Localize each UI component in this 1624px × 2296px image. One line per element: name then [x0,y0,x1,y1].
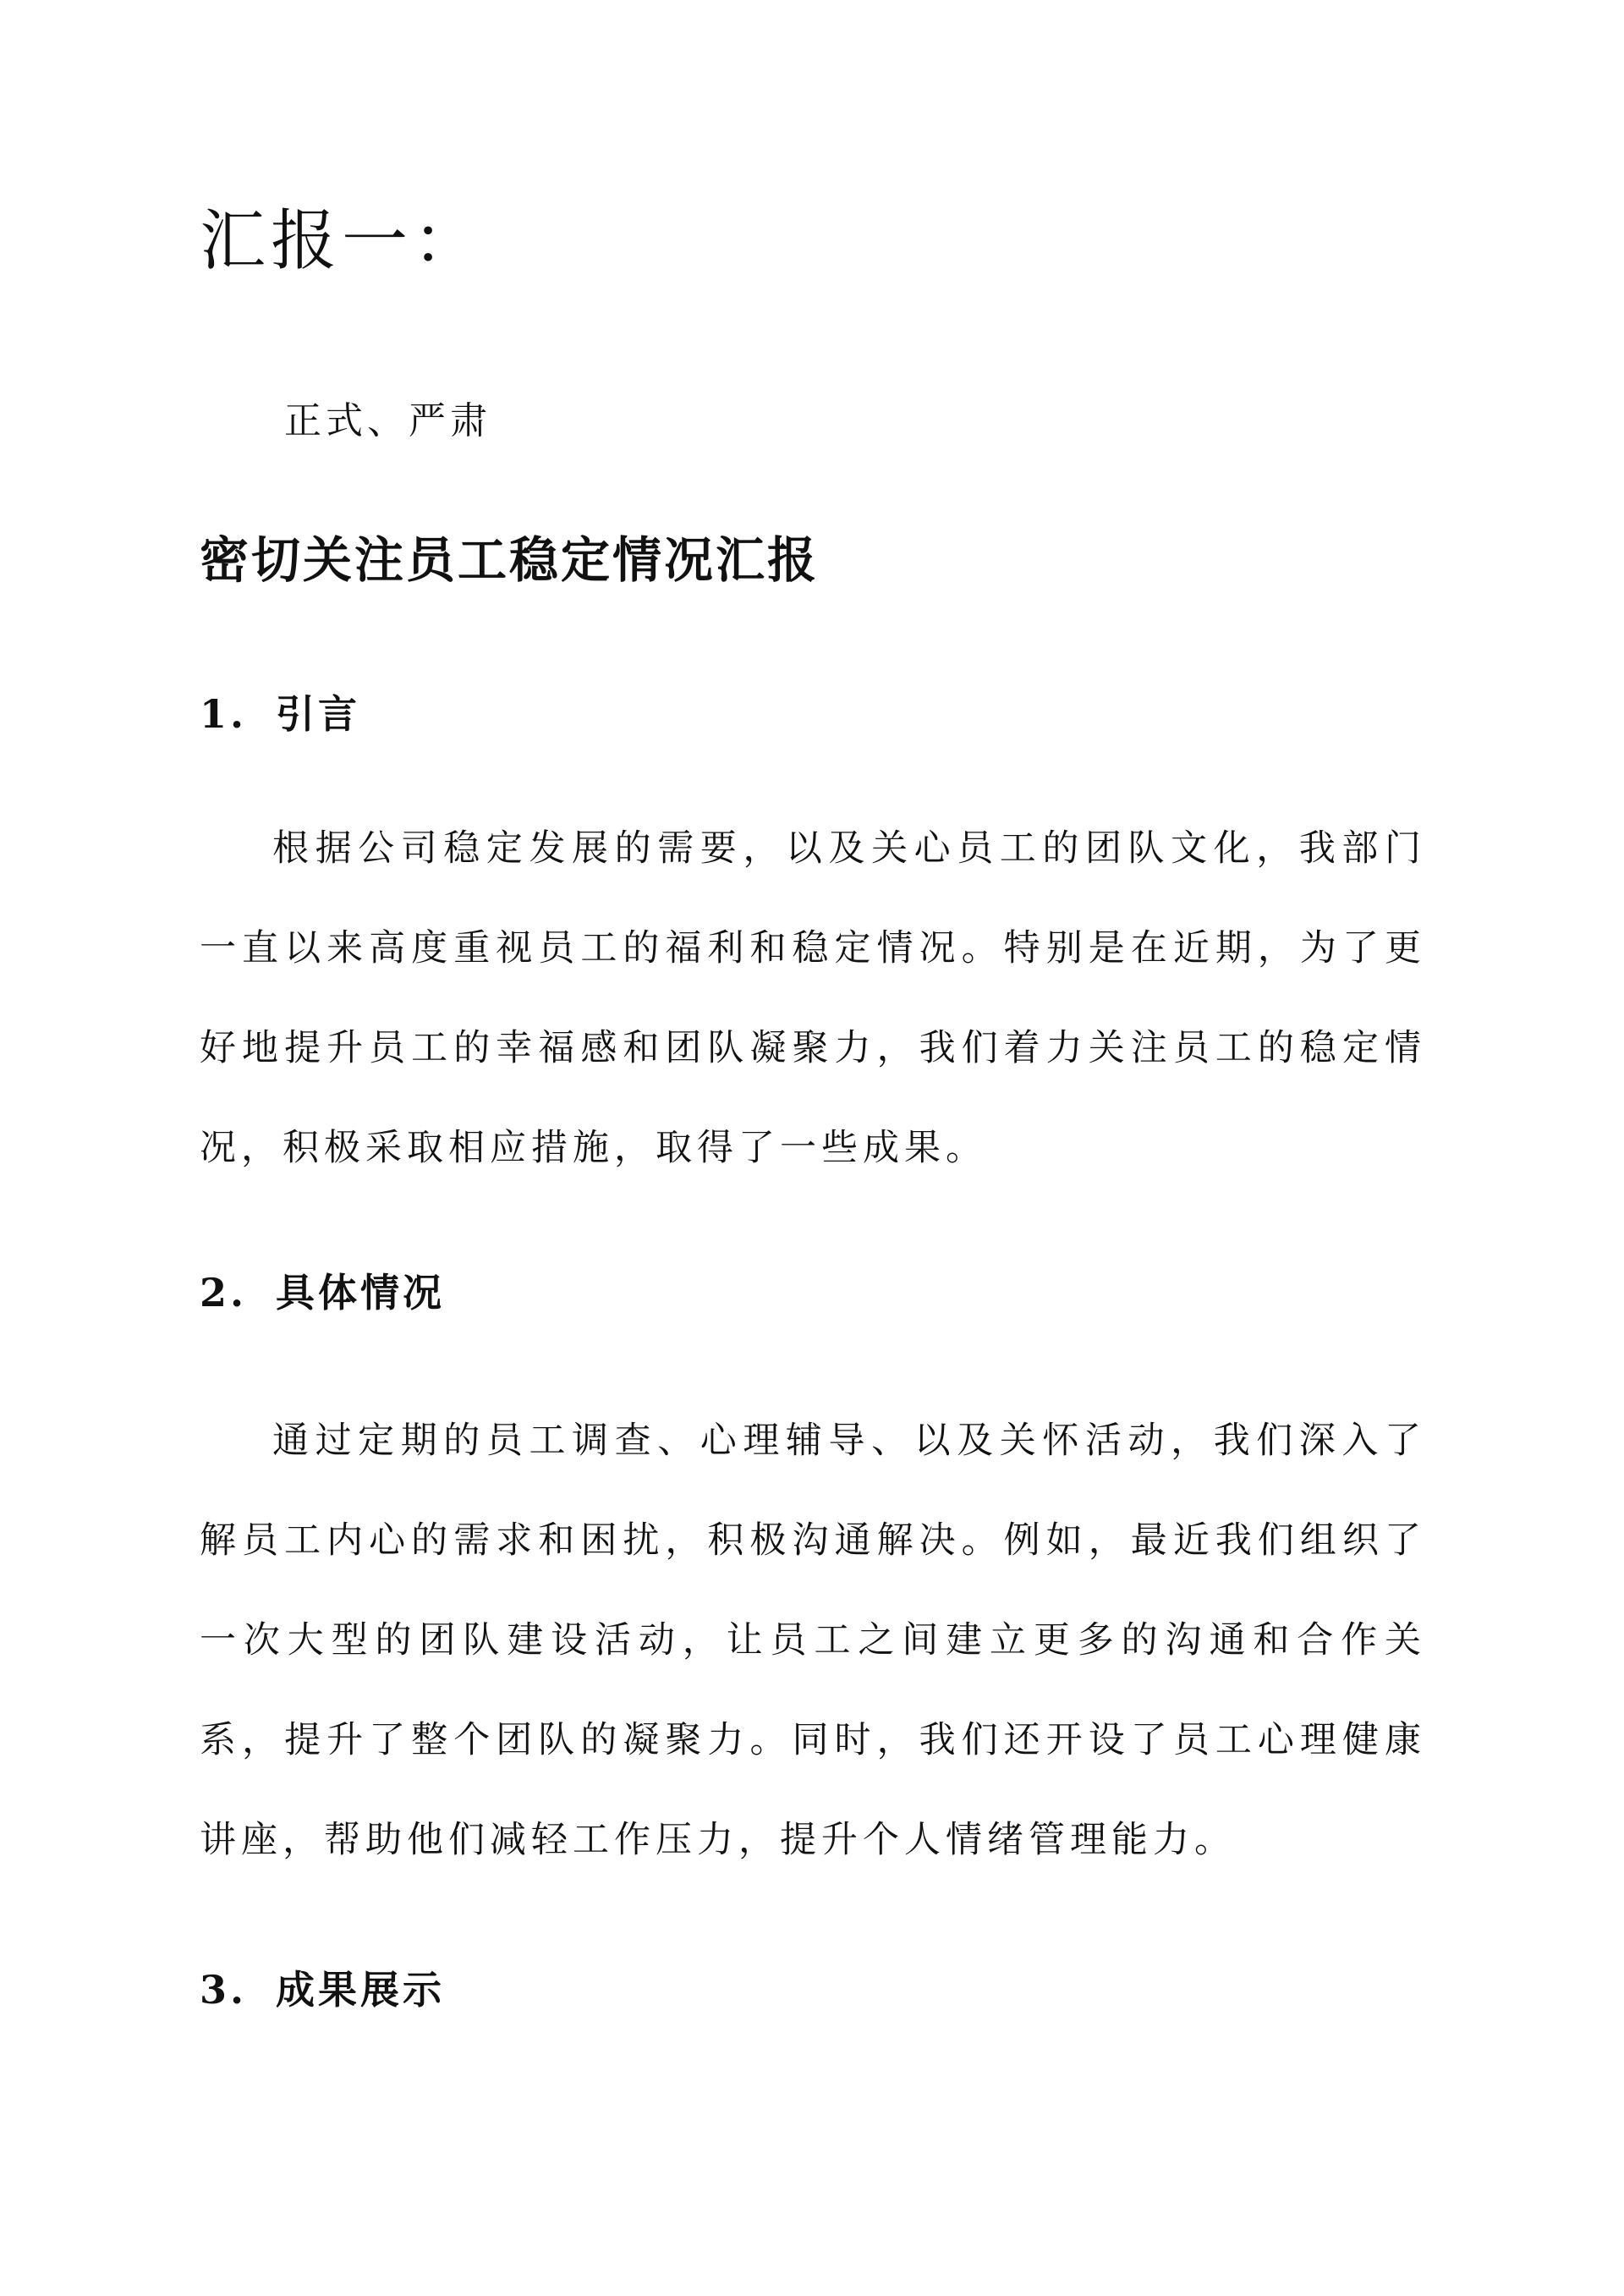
section-number: 2. [200,1270,248,1316]
section-title: 具体情况 [276,1270,445,1316]
section-title: 引言 [276,691,360,737]
section-number: 3. [200,1967,248,2013]
details-paragraph: 通过定期的员工调查、心理辅导、以及关怀活动，我们深入了解员工内心的需求和困扰，积极沟通解决。例如，最近我们组织了一次大型的团队建设活动，让员工之间建立更多的沟通和合作关系，提升了整个团队的凝聚力。同时，我们还开设了员工心理健康讲座，帮助他们减轻工作压力，提升个人情绪管理能力。 [200,1420,1426,1861]
section-heading-introduction [200,680,1426,748]
section-heading-details [200,1259,1426,1327]
main-title: 汇报一： [200,203,485,279]
report-title: 密切关注员工稳定情况汇报 [200,531,820,589]
introduction-paragraph: 根据公司稳定发展的需要，以及关心员工的团队文化，我部门一直以来高度重视员工的福利和稳定情况。特别是在近期，为了更好地提升员工的幸福感和团队凝聚力，我们着力关注员工的稳定情况，积极采取相应措施，取得了一些成果。 [200,827,1426,1169]
document-body [200,178,1426,2024]
section-heading-results [200,1956,1426,2024]
style-note: 正式、严肃 [284,399,491,442]
section-number: 1. [200,691,248,737]
section-title: 成果展示 [276,1967,445,2013]
